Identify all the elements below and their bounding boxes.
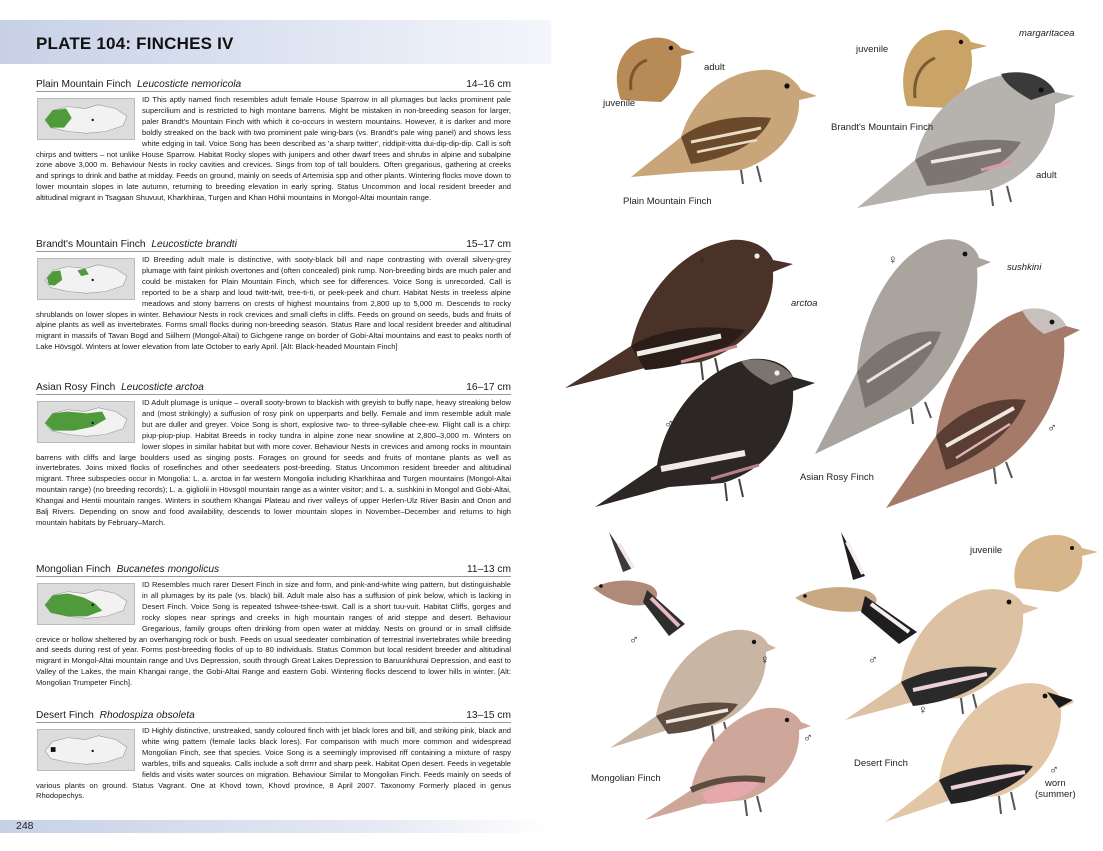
female-symbol: ♀ [697, 252, 707, 267]
male-symbol: ♂ [868, 652, 878, 667]
range-map-icon [37, 258, 135, 300]
species-entry-brandts-mountain-finch [36, 238, 511, 353]
footer-bar [0, 820, 551, 833]
species-text: ID Adult plumage is unique – overall sooty-brown to blackish with greyish to buffy nape, heavy streaking below and (most strikingly) a suffusion of rosy pink on upperparts and belly. Female and imm resemble adult male but are duller and greyer. Voice Song is short, explosive two- to three-syllable chee-ew. Flight call is a chirp: piup-piup-piup. Habitat Breeds in rocky tundra in alpine zone near snowline at 2,800–3,000 m. Winters on lower slopes in similar habitat but with more cover. Behaviour Nests in crevices and among rocks in mountain barrens with cliffs and large boulders used as singing posts. Forages on ground for seeds and fruits of montane plants as well as invertebrates. Joins mixed flocks of rosefinches and other seedeaters post-breeding. Status Uncommon resident breeder and altitudinal migrant. Three subspecies occur in Mongolia: L. a. arctoa in far western Mongolia including Kharkhiraa and Turgen mountains (Mongol-Altai mountain range) (no breeding records); L. a. gigliolii in Hövsgöl mountain range as a winter visitor; and L. a. sushkini in Mongol and Gobi-Altai, Khangai and Hentii mountain ranges. Winters in southern Khangai Plateau and river valleys of upper Herlen-Ulz River Basin and Onon and Balj Rivers. Depending on snow and food availability, descends to lower mountain slopes in November–December and returns to high mountain habitats by February–March. [36, 398, 511, 527]
species-common-name: Desert Finch [36, 710, 94, 721]
label-worn-summer: worn (summer) [1035, 778, 1076, 800]
species-size: 11–13 cm [467, 564, 511, 575]
species-size: 13–15 cm [466, 710, 511, 721]
left-page [0, 0, 551, 851]
female-symbol: ♀ [760, 652, 770, 667]
species-size: 16–17 cm [466, 382, 511, 393]
desert-finch-worn-male-illustration [881, 672, 1076, 827]
species-common-name: Mongolian Finch [36, 564, 111, 575]
species-common-name: Asian Rosy Finch [36, 382, 116, 393]
species-text: ID This aptly named finch resembles adult female House Sparrow in all plumages but lacks prominent pale supercilium and is restricted to high montane barrens. Might be mistaken in non-breeding season for larger, paler Brandt's Mountain Finch with which it co-occurs in western mountains. However, it is darker and more boldly streaked on the back with two prominent pale wing-bars (vs. Brandt's pale wing panel) and shows less white edging in tail. Voice Song has been described as 'a sharp twitter', riddipit-vitta dui-dip-dip-dip. Call is soft chirps and twitters – not unlike House Sparrow. Habitat Rocky slopes with junipers and other dwarf trees and shrubs in alpine and subalpine zone above 3,000 m. Behaviour Nests in rocky cavities and crevices. Sings from top of tall boulders. Often gregarious, gathering at creeks and springs to drink and bathe at midday. Feeds on ground, mainly on seeds of Artemisia spp and other plants. Wintering flocks move down to lower mountain slopes in late autumn, returning to breeding elevation in early spring. Status Uncommon and local resident breeder and altitudinal migrant in Tsagaan Shuvuut, Kharkhiraa, Turgen and Khan Höhii mountains in Mongol-Altai mountain range. [36, 95, 511, 203]
range-map-icon [37, 729, 135, 771]
label-juvenile-brandt: juvenile [856, 44, 889, 55]
species-header [36, 709, 511, 723]
label-desert-finch: Desert Finch [854, 758, 908, 769]
species-size: 14–16 cm [466, 79, 511, 90]
label-mongolian-finch: Mongolian Finch [591, 773, 661, 784]
label-juvenile-desert: juvenile [970, 545, 1003, 556]
species-header [36, 78, 511, 92]
species-entry-mongolian-finch [36, 563, 511, 689]
asian-rosy-finch-arctoa-male-illustration [591, 345, 821, 513]
label-adult-brandt: adult [1036, 170, 1057, 181]
page-number: 248 [16, 820, 34, 832]
range-map-icon [37, 583, 135, 625]
species-text: ID Resembles much rarer Desert Finch in size and form, and pink-and-white wing pattern, but distinguishable in all plumages by its pale (vs. black) bill. Adult male also has a suffusion of pink below, which is lacking in Desert Finch. Voice Song is repeated tshwee-tshee-tswit. Call is a short tuu-vuit. Habitat Cliffs, gorges and rocky slopes near springs and creeks in high mountain ranges of arid steppe and desert. Behaviour Gregarious, family groups often drinking from open water at midday. Nests on ground or in small cliffside crevice or hollow sheltered by an overhanging rock or bush. Feeds on usual seedeater combination of terrestrial invertebrates while breeding and seeds during rest of year. Forms post-breeding flocks of up to 80 individuals. Status Common but local resident breeder and altitudinal migrant in Mongol-Altai mountain range and Uvs Depression, south through Great Lakes Depression to Baruunkhurai Depression, and east to Valley of the Lakes, the main Khangai range, the Gobi-Altai Range and eastern Gobi. Wintering flocks descend to lower hills in winter. [Alt: Mongolian Trumpeter Finch]. [36, 580, 511, 688]
male-symbol: ♂ [629, 632, 639, 647]
species-header [36, 563, 511, 577]
male-symbol: ♂ [1047, 420, 1057, 435]
species-entry-desert-finch [36, 709, 511, 802]
species-size: 15–17 cm [466, 239, 511, 250]
species-entry-asian-rosy-finch [36, 381, 511, 529]
label-asian-rosy-finch: Asian Rosy Finch [800, 472, 874, 483]
species-common-name: Brandt's Mountain Finch [36, 239, 146, 250]
plate-title: PLATE 104: FINCHES IV [36, 34, 234, 53]
asian-rosy-finch-sushkini-male-illustration [876, 296, 1081, 511]
range-map-icon [37, 98, 135, 140]
species-entry-plain-mountain-finch [36, 78, 511, 204]
species-scientific-name: Leucosticte nemoricola [136, 79, 242, 90]
species-header [36, 238, 511, 252]
species-header [36, 381, 511, 395]
label-adult-plain: adult [704, 62, 725, 73]
mongolian-finch-male-illustration [641, 698, 811, 823]
label-juvenile-plain: juvenile [603, 98, 636, 109]
male-symbol: ♂ [1049, 762, 1059, 777]
female-symbol: ♀ [888, 252, 898, 267]
label-margaritacea: margaritacea [1019, 28, 1075, 39]
species-scientific-name: Leucosticte brandti [151, 239, 237, 250]
label-arctoa: arctoa [791, 298, 818, 309]
label-plain-mountain-finch: Plain Mountain Finch [623, 196, 712, 207]
species-text: ID Breeding adult male is distinctive, with sooty-black bill and nape contrasting with overall silvery-grey plumage with faint pinkish overtones and (often concealed) pink rump. Non-breeding birds are much paler and could be mistaken for Plain Mountain Finch, which see for differences. Voice Song is unrecorded. Call is reported to be a sharp and loud twitt-twit, tree-ti-ti, or peek-peek and churr. Habitat Nests in treeless alpine meadows and stony barrens on crests of highest mountains from 2,800 up to 5,000 m. Descends to rocky shrublands on lower slopes in winter. Behaviour Nests in rock crevices and small clefts in cliffs. Feeds on ground on seeds, buds and fruits of alpine plants as well as invertebrates. Forms small flocks during non-breeding season. Status Rare and local resident breeder and altitudinal migrant in massifs of Tavan Bogd and Siilhem (Mongol-Altai) to Gichgene range on border of Gobi-Altai mountains and east to peaks north of Lake Hövsgöl. Winters at lower elevation from late October to early April. [Alt: Black-headed Mountain Finch] [36, 255, 511, 352]
label-brandts-mountain-finch: Brandt's Mountain Finch [831, 122, 934, 133]
species-scientific-name: Leucosticte arctoa [121, 382, 204, 393]
species-scientific-name: Bucanetes mongolicus [116, 564, 220, 575]
right-page-plate [551, 0, 1103, 851]
label-sushkini: sushkini [1007, 262, 1042, 273]
male-symbol: ♂ [803, 730, 813, 745]
range-map-icon [37, 401, 135, 443]
male-symbol: ♂ [664, 416, 674, 431]
species-scientific-name: Rhodospiza obsoleta [99, 710, 195, 721]
female-symbol: ♀ [918, 702, 928, 717]
species-text: ID Highly distinctive, unstreaked, sandy coloured finch with jet black lores and bill, and striking pink, black and white wing pattern (female lacks black lores). For comparison with much more common and widespread Mongolian Finch, see that species. Voice Song is a seemingly improvised riff containing a mixture of raspy warbles, trills and squeaks. Calls include a soft drrrrr and sharp peek. Habitat Open desert. Feeds in vegetable fields and visits water sources on migration. Behaviour Similar to Mongolian Finch. Feeds mainly on seeds of various plants on ground. Status Vagrant. One at Khovd town, Khovd province, 8 April 2007. Taxonomy Formerly placed in genus Rhodopechys. [36, 726, 511, 801]
species-common-name: Plain Mountain Finch [36, 79, 132, 90]
